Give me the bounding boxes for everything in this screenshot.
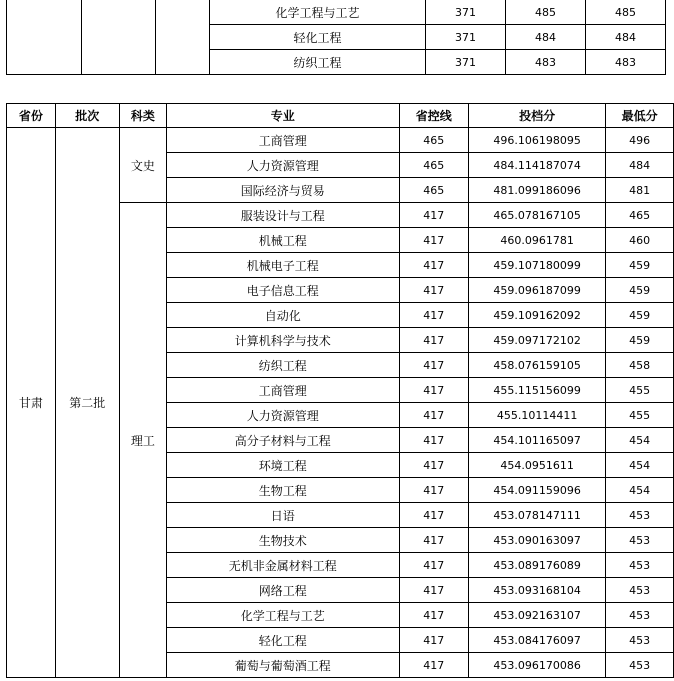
control-line-cell: 417	[399, 403, 468, 428]
province-cell: 甘肃	[7, 128, 56, 678]
control-line-cell: 417	[399, 628, 468, 653]
header-control-line: 省控线	[399, 104, 468, 128]
header-row	[7, 104, 674, 128]
major-cell: 高分子材料与工程	[166, 428, 399, 453]
category-cell: 理工	[119, 203, 166, 678]
min-score-cell: 453	[606, 553, 674, 578]
batch-cell	[82, 0, 156, 75]
header-min-score: 最低分	[606, 104, 674, 128]
control-line-cell: 417	[399, 253, 468, 278]
control-line-cell: 417	[399, 478, 468, 503]
min-score-cell: 484	[586, 25, 666, 50]
major-cell: 工商管理	[166, 378, 399, 403]
score-cell: 453.084176097	[469, 628, 606, 653]
control-line-cell: 417	[399, 328, 468, 353]
major-cell: 计算机科学与技术	[166, 328, 399, 353]
major-cell: 服装设计与工程	[166, 203, 399, 228]
major-cell: 葡萄与葡萄酒工程	[166, 653, 399, 678]
min-score-cell: 453	[606, 603, 674, 628]
header-major: 专业	[166, 104, 399, 128]
score-cell: 455.115156099	[469, 378, 606, 403]
major-cell: 环境工程	[166, 453, 399, 478]
major-cell: 工商管理	[166, 128, 399, 153]
category-cell	[156, 0, 210, 75]
min-score-cell: 460	[606, 228, 674, 253]
score-cell: 453.092163107	[469, 603, 606, 628]
min-score-cell: 496	[606, 128, 674, 153]
min-score-cell: 458	[606, 353, 674, 378]
control-line-cell: 417	[399, 653, 468, 678]
major-cell: 无机非金属材料工程	[166, 553, 399, 578]
major-cell: 化学工程与工艺	[166, 603, 399, 628]
score-cell: 459.109162092	[469, 303, 606, 328]
score-cell: 453.078147111	[469, 503, 606, 528]
header-batch: 批次	[55, 104, 119, 128]
score-cell: 453.093168104	[469, 578, 606, 603]
score-cell: 453.090163097	[469, 528, 606, 553]
major-cell: 生物技术	[166, 528, 399, 553]
header-province: 省份	[7, 104, 56, 128]
control-line-cell: 417	[399, 428, 468, 453]
control-line-cell: 371	[426, 50, 506, 75]
control-line-cell: 417	[399, 278, 468, 303]
score-cell: 496.106198095	[469, 128, 606, 153]
major-cell: 生物工程	[166, 478, 399, 503]
score-cell: 484.114187074	[469, 153, 606, 178]
category-cell: 文史	[119, 128, 166, 203]
major-cell: 纺织工程	[166, 353, 399, 378]
min-score-cell: 454	[606, 453, 674, 478]
score-cell: 485	[506, 0, 586, 25]
min-score-cell: 485	[586, 0, 666, 25]
top-table-body	[7, 0, 666, 75]
batch-cell: 第二批	[55, 128, 119, 678]
score-cell: 460.0961781	[469, 228, 606, 253]
control-line-cell: 417	[399, 453, 468, 478]
min-score-cell: 455	[606, 378, 674, 403]
score-cell: 453.089176089	[469, 553, 606, 578]
score-cell: 454.091159096	[469, 478, 606, 503]
table-row	[7, 128, 674, 153]
control-line-cell: 417	[399, 203, 468, 228]
major-cell: 日语	[166, 503, 399, 528]
score-cell: 481.099186096	[469, 178, 606, 203]
score-cell: 484	[506, 25, 586, 50]
control-line-cell: 371	[426, 25, 506, 50]
min-score-cell: 454	[606, 478, 674, 503]
major-cell: 人力资源管理	[166, 153, 399, 178]
province-cell	[7, 0, 82, 75]
major-cell: 电子信息工程	[166, 278, 399, 303]
score-cell: 459.096187099	[469, 278, 606, 303]
min-score-cell: 459	[606, 328, 674, 353]
major-cell: 纺织工程	[210, 50, 426, 75]
major-cell: 网络工程	[166, 578, 399, 603]
control-line-cell: 417	[399, 353, 468, 378]
header-score: 投档分	[469, 104, 606, 128]
admission-table-body	[7, 128, 674, 678]
min-score-cell: 459	[606, 253, 674, 278]
major-cell: 机械电子工程	[166, 253, 399, 278]
control-line-cell: 371	[426, 0, 506, 25]
min-score-cell: 453	[606, 628, 674, 653]
min-score-cell: 455	[606, 403, 674, 428]
min-score-cell: 454	[606, 428, 674, 453]
control-line-cell: 465	[399, 178, 468, 203]
score-cell: 453.096170086	[469, 653, 606, 678]
table-row	[7, 0, 666, 25]
control-line-cell: 417	[399, 228, 468, 253]
min-score-cell: 453	[606, 528, 674, 553]
control-line-cell: 417	[399, 528, 468, 553]
score-cell: 458.076159105	[469, 353, 606, 378]
major-cell: 机械工程	[166, 228, 399, 253]
min-score-cell: 483	[586, 50, 666, 75]
major-cell: 轻化工程	[166, 628, 399, 653]
score-cell: 455.10114411	[469, 403, 606, 428]
major-cell: 自动化	[166, 303, 399, 328]
score-cell: 454.101165097	[469, 428, 606, 453]
control-line-cell: 417	[399, 378, 468, 403]
major-cell: 人力资源管理	[166, 403, 399, 428]
min-score-cell: 484	[606, 153, 674, 178]
score-cell: 483	[506, 50, 586, 75]
min-score-cell: 459	[606, 303, 674, 328]
score-cell: 459.107180099	[469, 253, 606, 278]
control-line-cell: 417	[399, 503, 468, 528]
min-score-cell: 481	[606, 178, 674, 203]
control-line-cell: 417	[399, 303, 468, 328]
major-cell: 国际经济与贸易	[166, 178, 399, 203]
min-score-cell: 459	[606, 278, 674, 303]
score-cell: 454.0951611	[469, 453, 606, 478]
control-line-cell: 465	[399, 153, 468, 178]
admission-table	[6, 103, 674, 678]
score-cell: 459.097172102	[469, 328, 606, 353]
control-line-cell: 465	[399, 128, 468, 153]
top-table	[6, 0, 666, 75]
min-score-cell: 453	[606, 578, 674, 603]
major-cell: 化学工程与工艺	[210, 0, 426, 25]
header-category: 科类	[119, 104, 166, 128]
min-score-cell: 453	[606, 653, 674, 678]
major-cell: 轻化工程	[210, 25, 426, 50]
control-line-cell: 417	[399, 578, 468, 603]
score-cell: 465.078167105	[469, 203, 606, 228]
control-line-cell: 417	[399, 553, 468, 578]
control-line-cell: 417	[399, 603, 468, 628]
min-score-cell: 453	[606, 503, 674, 528]
min-score-cell: 465	[606, 203, 674, 228]
